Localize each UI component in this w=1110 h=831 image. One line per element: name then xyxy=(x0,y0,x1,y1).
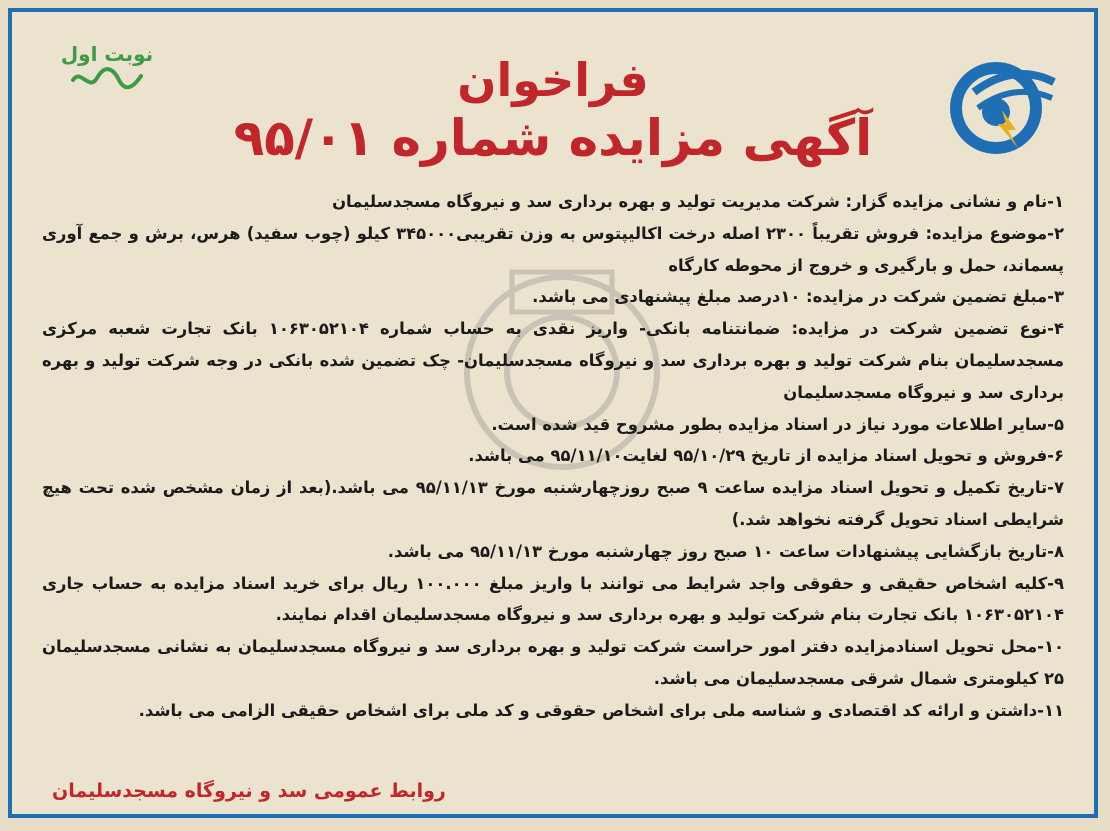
squiggle-icon xyxy=(67,66,147,92)
company-logo xyxy=(944,52,1064,162)
notice-item-9: ۹-کلیه اشخاص حقیقی و حقوقی واجد شرایط می توانند با واریز مبلغ ۱۰۰.۰۰۰ ریال برای خرید اسناد مزایده به حساب جاری ۱۰۶۳۰۵۲۱۰۴ بانک تجارت بنام شرکت تولید و بهره برداری سد و نیروگاه مسجدسلیمان اقدام نمایند. xyxy=(42,573,1064,625)
badge-text: نوبت اول xyxy=(60,42,154,66)
notice-item-11: ۱۱-داشتن و ارائه کد اقتصادی و شناسه ملی برای اشخاص حقوقی و کد ملی برای اشخاص حقیقی الزامی می باشد. xyxy=(138,700,1064,720)
notice-header xyxy=(212,52,894,168)
notice-item-10: ۱۰-محل تحویل اسنادمزایده دفتر امور حراست شرکت تولید و بهره برداری سد و نیروگاه مسجدسلیمان به نشانی مسجدسلیمان ۲۵ کیلومتری شمال شرقی مسجدسلیمان می باشد. xyxy=(42,637,1064,688)
notice-item-2: ۲-موضوع مزایده: فروش تقریباً ۲۳۰۰ اصله درخت اکالیپتوس به وزن تقریبی۳۴۵۰۰۰ کیلو (چوب سفید) هرس، برش و جمع آوری پسماند، حمل و بارگیری و خروج از محوطه کارگاه xyxy=(42,223,1065,275)
power-plant-logo-icon xyxy=(944,52,1064,162)
notice-call-title: فراخوان xyxy=(457,53,649,107)
notice-item-1: ۱-نام و نشانی مزایده گزار: شرکت مدیریت تولید و بهره برداری سد و نیروگاه مسجدسلیمان xyxy=(332,192,1064,211)
first-publication-badge xyxy=(52,42,162,112)
auction-title: آگهی مزایده شماره ۹۵/۰۱ xyxy=(233,109,873,167)
notice-item-8: ۸-تاریخ بازگشایی پیشنهادات ساعت ۱۰ صبح روز چهارشنبه مورخ ۹۵/۱۱/۱۳ می باشد. xyxy=(387,541,1064,561)
notice-item-5: ۵-سایر اطلاعات مورد نیاز در اسناد مزایده بطور مشروح قید شده است. xyxy=(491,414,1064,434)
notice-body xyxy=(42,186,1064,727)
notice-frame xyxy=(8,8,1098,818)
public-relations-signature: روابط عمومی سد و نیروگاه مسجدسلیمان xyxy=(52,780,446,802)
notice-item-3: ۳-مبلغ تضمین شرکت در مزایده: ۱۰درصد مبلغ پیشنهادی می باشد. xyxy=(532,287,1064,307)
notice-item-7: ۷-تاریخ تکمیل و تحویل اسناد مزایده ساعت ۹ صبح روزچهارشنبه مورخ ۹۵/۱۱/۱۳ می باشد.(بعد از زمان مشخص شده تحت هیچ شرایطی اسناد تحویل گرفته نخواهد شد.) xyxy=(42,478,1064,529)
notice-item-6: ۶-فروش و تحویل اسناد مزایده از تاریخ ۹۵/۱۰/۲۹ لغایت۹۵/۱۱/۱۰ می باشد. xyxy=(468,446,1064,466)
notice-item-4: ۴-نوع تضمین شرکت در مزایده: ضمانتنامه بانکی- واریز نقدی به حساب شماره ۱۰۶۳۰۵۲۱۰۴ بانک تجارت شعبه مرکزی مسجدسلیمان بنام شرکت تولید و بهره برداری سد و نیروگاه مسجدسلیمان- چک تضمین شده بانکی در وجه شرکت تولید و بهره برداری سد و نیروگاه مسجدسلیمان xyxy=(42,319,1064,402)
